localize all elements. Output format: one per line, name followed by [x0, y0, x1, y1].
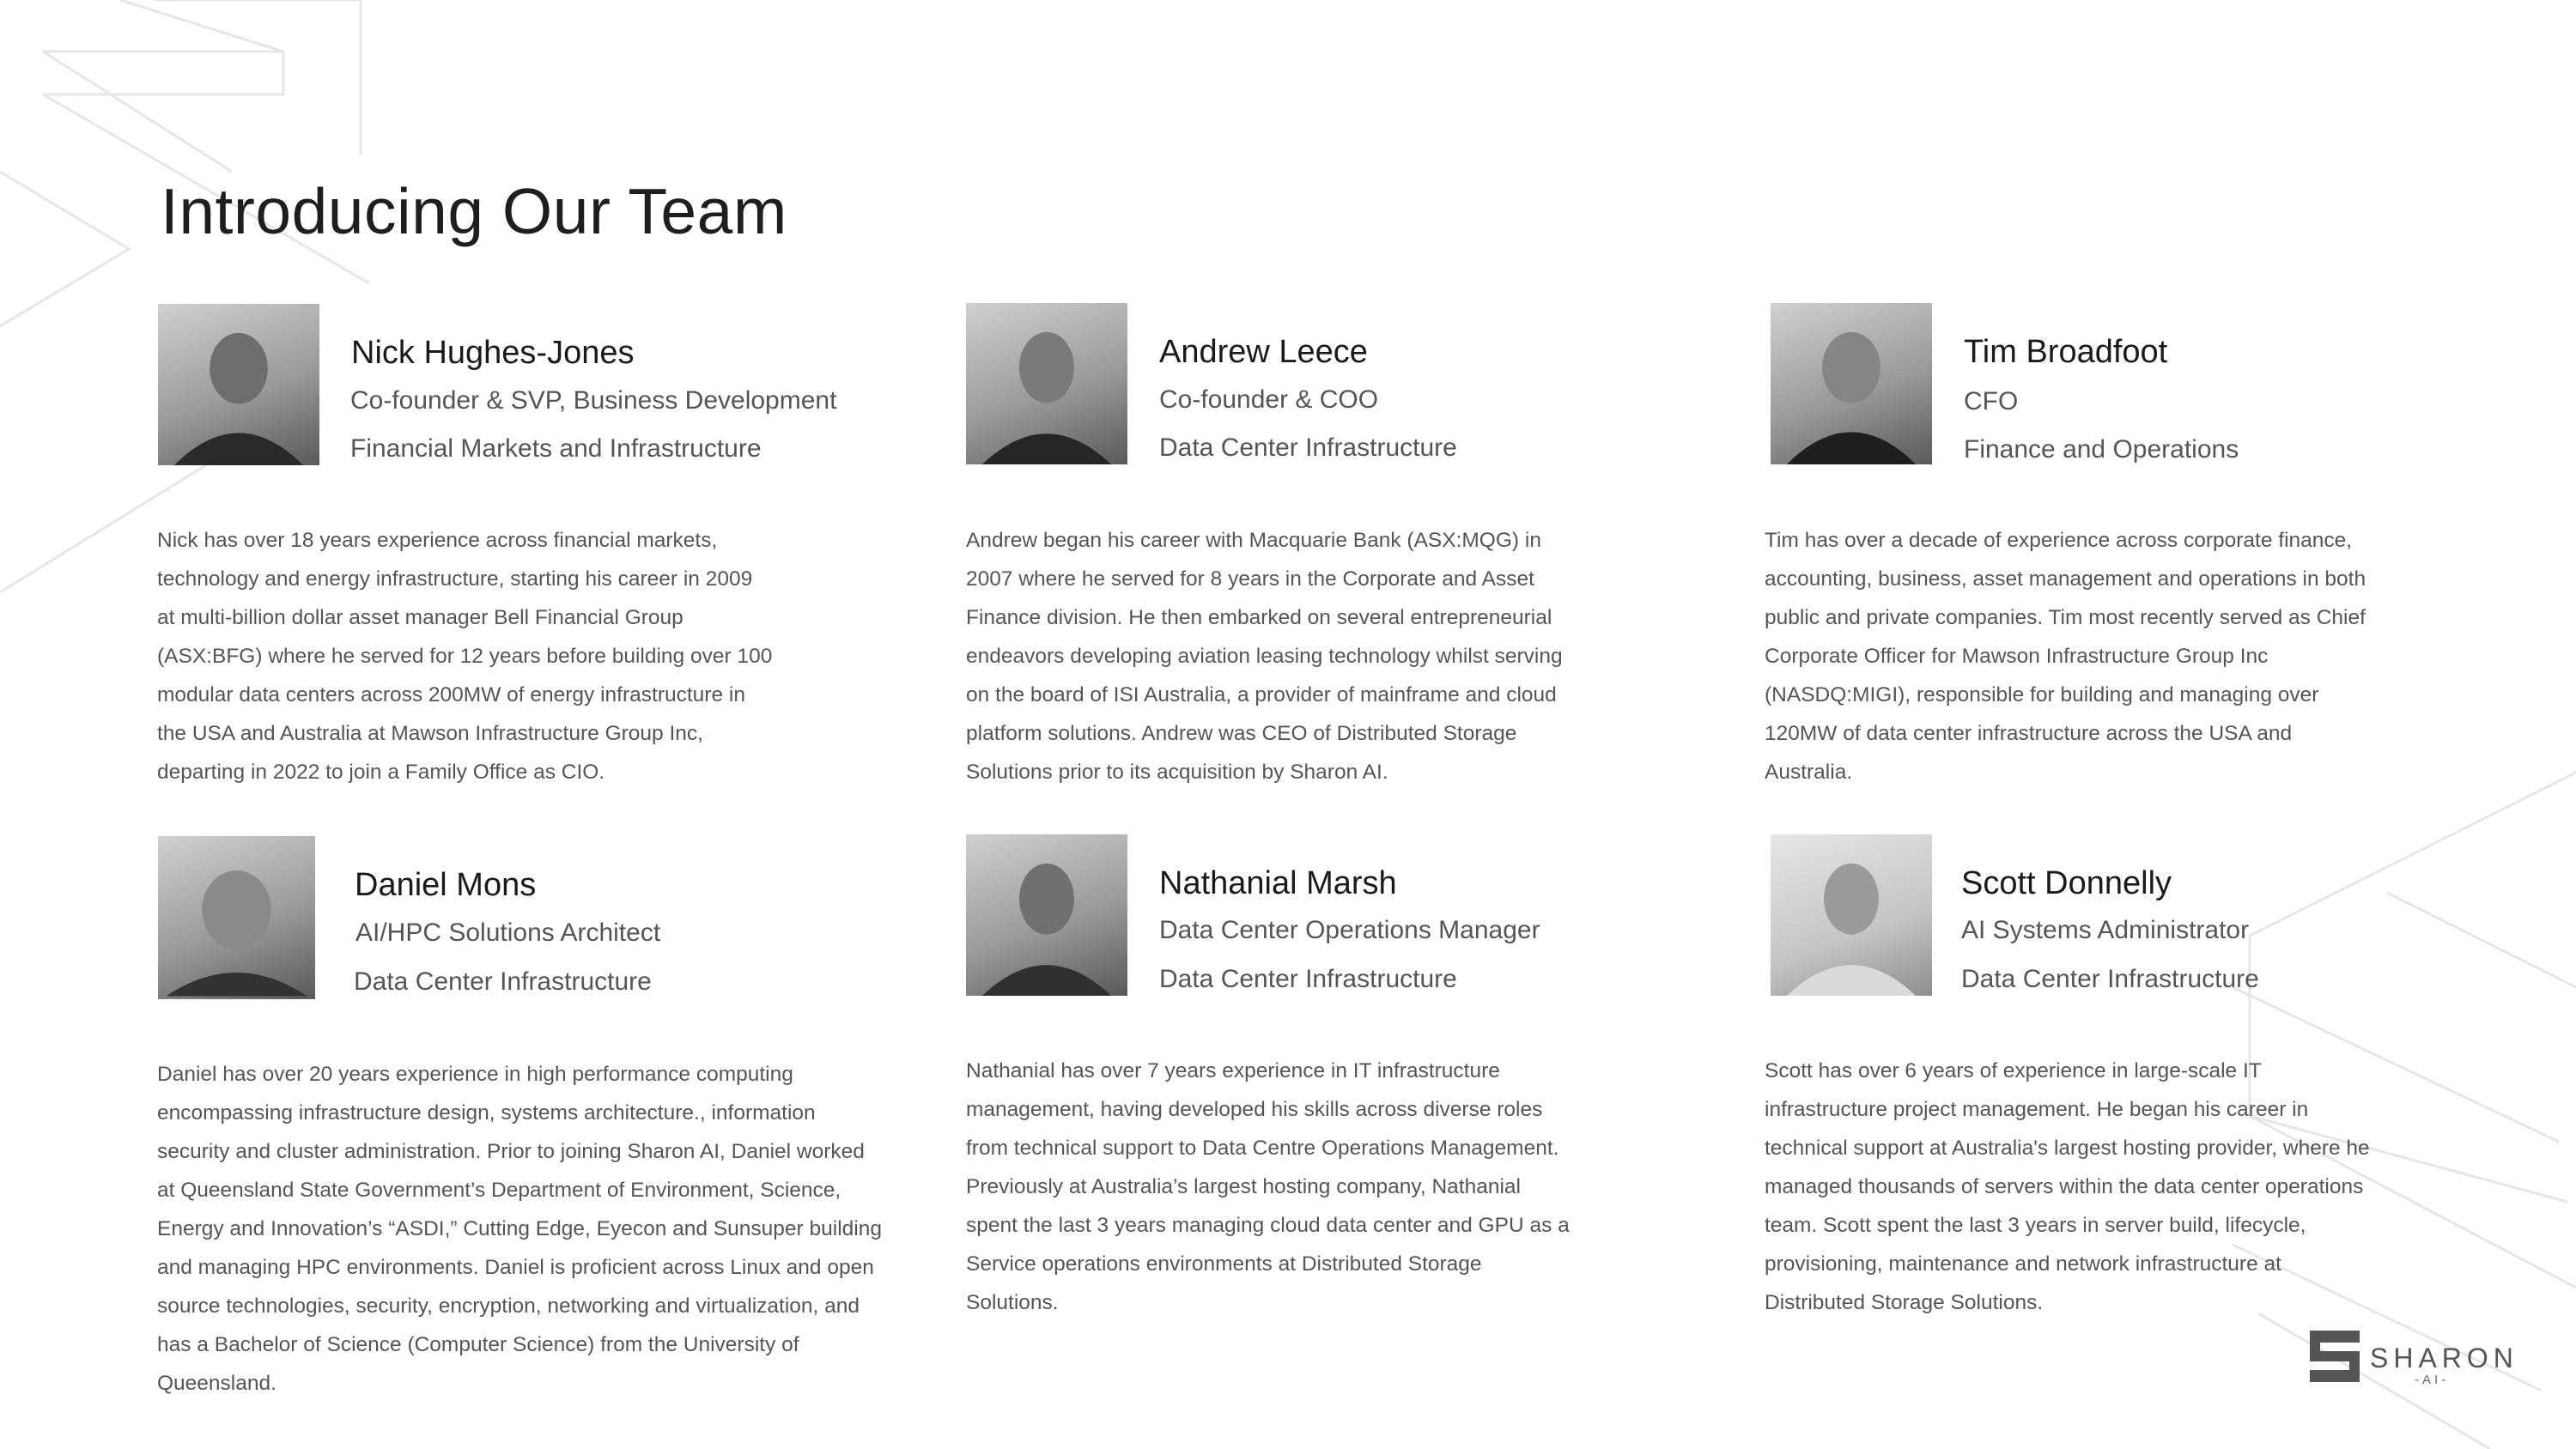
bio-line: at multi-billion dollar asset manager Bell Financial Group [157, 606, 683, 629]
bio-line: endeavors developing aviation leasing technology whilst serving [966, 645, 1563, 668]
portrait-photo [158, 304, 319, 465]
logo-subtitle: -AI- [2415, 1373, 2450, 1387]
bio-line: source technologies, security, encryption, networking and virtualization, and [157, 1294, 860, 1318]
member-bio [157, 521, 772, 791]
bio-line: public and private companies. Tim most recently served as Chief [1765, 606, 2366, 629]
member-bio [966, 1052, 1570, 1322]
bio-line: Service operations environments at Distributed Storage [966, 1252, 1482, 1276]
member-department: Data Center Infrastructure [1159, 433, 1457, 462]
bio-line: Corporate Officer for Mawson Infrastructure Group Inc [1765, 645, 2269, 668]
person-silhouette-icon [158, 836, 315, 999]
bio-line: Finance division. He then embarked on several entrepreneurial [966, 606, 1552, 629]
portrait-photo [1771, 303, 1932, 464]
member-name: Scott Donnelly [1961, 865, 2172, 901]
bio-line: Nathanial has over 7 years experience in IT infrastructure [966, 1059, 1500, 1082]
person-silhouette-icon [966, 834, 1127, 996]
bio-line: technical support at Australia's largest hosting provider, where he [1765, 1137, 2370, 1160]
logo-wordmark: SHARON [2370, 1343, 2518, 1373]
bio-line: at Queensland State Government’s Department of Environment, Science, [157, 1179, 841, 1202]
member-bio [157, 1055, 882, 1403]
member-bio [1765, 1052, 2370, 1322]
member-name: Andrew Leece [1159, 334, 1368, 370]
member-role: CFO [1964, 387, 2019, 415]
bio-line: Australia. [1765, 761, 1853, 784]
member-department: Finance and Operations [1964, 435, 2239, 464]
member-name: Nathanial Marsh [1159, 865, 1397, 901]
member-department: Data Center Infrastructure [1159, 965, 1457, 993]
member-name: Daniel Mons [355, 867, 537, 903]
member-role: AI/HPC Solutions Architect [355, 919, 661, 947]
member-role: AI Systems Administrator [1961, 916, 2250, 944]
bio-line: Solutions. [966, 1291, 1059, 1314]
member-role: Data Center Operations Manager [1159, 916, 1540, 944]
bio-line: (NASDQ:MIGI), responsible for building and managing over [1765, 683, 2319, 706]
bio-line: Energy and Innovation’s “ASDI,” Cutting Edge, Eyecon and Sunsuper building [157, 1217, 882, 1240]
bio-line: 2007 where he served for 8 years in the Corporate and Asset [966, 567, 1534, 591]
bio-line: management, having developed his skills across diverse roles [966, 1098, 1543, 1121]
bio-line: (ASX:BFG) where he served for 12 years before building over 100 [157, 645, 773, 668]
bio-line: Distributed Storage Solutions. [1765, 1291, 2044, 1314]
bio-line: accounting, business, asset management and operations in both [1765, 567, 2366, 591]
bio-line: encompassing infrastructure design, systems architecture., information [157, 1101, 816, 1125]
member-department: Financial Markets and Infrastructure [350, 434, 762, 463]
person-silhouette-icon [1771, 834, 1932, 996]
member-bio [966, 521, 1563, 791]
page-title: Introducing Our Team [161, 175, 787, 247]
bio-line: Previously at Australia’s largest hosting company, Nathanial [966, 1175, 1521, 1198]
bio-line: Solutions prior to its acquisition by Sharon AI. [966, 761, 1388, 784]
bio-line: technology and energy infrastructure, starting his career in 2009 [157, 567, 753, 591]
member-bio [1765, 521, 2366, 791]
bio-line: on the board of ISI Australia, a provider of mainframe and cloud [966, 683, 1557, 706]
bio-line: and managing HPC environments. Daniel is proficient across Linux and open [157, 1256, 874, 1279]
sharon-ai-logo [2308, 1329, 2518, 1389]
member-department: Data Center Infrastructure [1961, 965, 2259, 993]
bio-line: 120MW of data center infrastructure across the USA and [1765, 722, 2293, 745]
member-role: Co-founder & COO [1159, 385, 1379, 414]
member-name: Tim Broadfoot [1964, 334, 2168, 370]
bio-line: departing in 2022 to join a Family Office as CIO. [157, 761, 605, 784]
bio-line: modular data centers across 200MW of energy infrastructure in [157, 683, 745, 706]
person-silhouette-icon [966, 303, 1127, 464]
bio-line: Tim has over a decade of experience across corporate finance, [1765, 529, 2353, 552]
bio-line: infrastructure project management. He began his career in [1765, 1098, 2309, 1121]
bio-line: Scott has over 6 years of experience in large-scale IT [1765, 1059, 2262, 1082]
bio-line: Queensland. [157, 1372, 276, 1395]
bio-line: provisioning, maintenance and network infrastructure at [1765, 1252, 2281, 1276]
portrait-photo [966, 303, 1127, 464]
bio-line: spent the last 3 years managing cloud data center and GPU as a [966, 1214, 1570, 1237]
portrait-photo [966, 834, 1127, 996]
member-name: Nick Hughes-Jones [351, 335, 635, 371]
bio-line: has a Bachelor of Science (Computer Science) from the University of [157, 1333, 799, 1356]
portrait-photo [158, 836, 315, 999]
bio-line: platform solutions. Andrew was CEO of Distributed Storage [966, 722, 1517, 745]
member-role: Co-founder & SVP, Business Development [350, 386, 837, 415]
member-department: Data Center Infrastructure [354, 967, 652, 996]
sharon-ai-logo-icon [2308, 1329, 2361, 1385]
bio-line: the USA and Australia at Mawson Infrastructure Group Inc, [157, 722, 703, 745]
bio-line: from technical support to Data Centre Operations Management. [966, 1137, 1559, 1160]
person-silhouette-icon [1771, 303, 1932, 464]
bio-line: security and cluster administration. Prior to joining Sharon AI, Daniel worked [157, 1140, 865, 1163]
bio-line: Andrew began his career with Macquarie Bank (ASX:MQG) in [966, 529, 1541, 552]
portrait-photo [1771, 834, 1932, 996]
bio-line: managed thousands of servers within the data center operations [1765, 1175, 2364, 1198]
bio-line: Nick has over 18 years experience across financial markets, [157, 529, 718, 552]
bio-line: Daniel has over 20 years experience in high performance computing [157, 1063, 793, 1086]
person-silhouette-icon [158, 304, 319, 465]
bio-line: team. Scott spent the last 3 years in server build, lifecycle, [1765, 1214, 2306, 1237]
